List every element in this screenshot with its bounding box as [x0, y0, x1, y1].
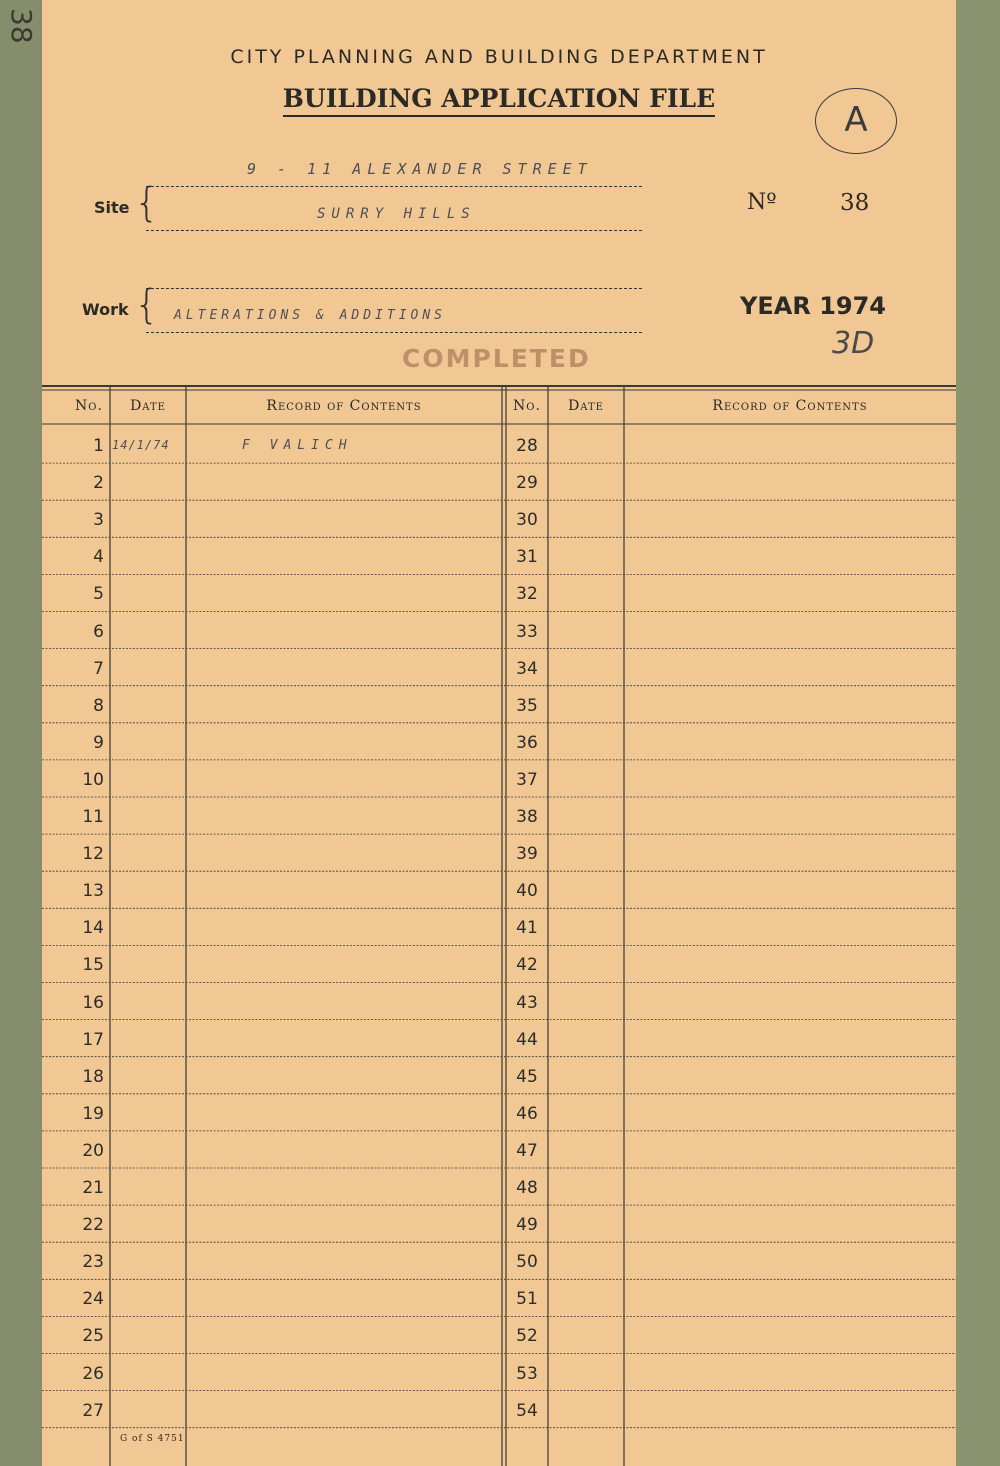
row-number: 18	[82, 1066, 104, 1087]
row-number: 3	[93, 510, 104, 531]
department-heading: CITY PLANNING AND BUILDING DEPARTMENT	[230, 46, 768, 68]
work-brace: {	[134, 282, 160, 328]
row-number: 8	[93, 695, 104, 716]
row-record: F VALICH	[242, 438, 353, 453]
row-number: 23	[82, 1252, 104, 1273]
year-note: 3D	[832, 326, 875, 361]
register-table-grid	[42, 0, 956, 1466]
row-number: 13	[82, 881, 104, 902]
row-number: 4	[93, 547, 104, 568]
row-number: 2	[93, 473, 104, 494]
year-label-text: YEAR	[740, 292, 811, 320]
year-value: 1974	[819, 292, 886, 320]
row-number: 45	[516, 1066, 538, 1087]
row-number: 20	[82, 1140, 104, 1161]
row-number: 51	[516, 1289, 538, 1310]
row-number: 43	[516, 992, 538, 1013]
row-number: 41	[516, 918, 538, 939]
row-number: 52	[516, 1326, 538, 1347]
row-number: 36	[516, 732, 538, 753]
row-number: 53	[516, 1363, 538, 1384]
row-number: 10	[82, 769, 104, 790]
row-number: 16	[82, 992, 104, 1013]
row-number: 12	[82, 844, 104, 865]
row-number: 29	[516, 473, 538, 494]
file-title-text: BUILDING APPLICATION FILE	[283, 84, 715, 117]
file-number-value: 38	[840, 190, 870, 216]
row-number: 50	[516, 1252, 538, 1273]
row-number: 46	[516, 1103, 538, 1124]
site-label: Site	[94, 198, 130, 217]
binding-spine	[0, 0, 42, 1466]
circled-letter: A	[844, 100, 868, 140]
printer-mark: G of S 4751	[120, 1434, 185, 1444]
site-brace: {	[134, 180, 160, 226]
row-date: 14/1/74	[112, 438, 170, 452]
row-number: 54	[516, 1400, 538, 1421]
file-number-label: Nº	[747, 190, 777, 215]
col-header-no-right: No.	[513, 398, 541, 414]
row-number: 6	[93, 621, 104, 642]
row-number: 42	[516, 955, 538, 976]
row-number: 33	[516, 621, 538, 642]
row-number: 15	[82, 955, 104, 976]
col-header-no-left: No.	[75, 398, 103, 414]
col-header-date-left: Date	[130, 398, 166, 414]
row-number: 25	[82, 1326, 104, 1347]
row-number: 19	[82, 1103, 104, 1124]
row-number: 38	[516, 807, 538, 827]
row-number: 7	[93, 658, 104, 679]
col-header-date-right: Date	[568, 398, 604, 414]
row-number: 17	[82, 1029, 104, 1050]
row-number: 27	[82, 1400, 104, 1421]
row-number: 39	[516, 844, 538, 865]
row-number: 48	[516, 1178, 538, 1198]
row-number: 37	[516, 769, 538, 790]
row-number: 14	[82, 918, 104, 939]
row-number: 31	[516, 547, 538, 568]
work-label: Work	[82, 300, 129, 319]
row-number: 35	[516, 695, 538, 716]
site-line-2: SURRY HILLS	[317, 206, 476, 222]
spine-number: 38	[5, 8, 38, 44]
row-number: 26	[82, 1363, 104, 1384]
row-number: 34	[516, 658, 538, 679]
completed-stamp: COMPLETED	[402, 344, 591, 373]
site-line-1: 9 - 11 ALEXANDER STREET	[247, 160, 593, 178]
row-number: 5	[93, 584, 104, 605]
row-number: 47	[516, 1140, 538, 1161]
work-description: ALTERATIONS & ADDITIONS	[174, 308, 447, 323]
row-number: 11	[82, 807, 104, 827]
row-number: 44	[516, 1029, 538, 1050]
file-cover	[42, 0, 956, 1466]
col-header-record-right: Record of Contents	[712, 398, 868, 414]
row-number: 1	[93, 436, 104, 456]
row-number: 24	[82, 1289, 104, 1310]
row-number: 22	[82, 1215, 104, 1236]
row-number: 49	[516, 1215, 538, 1236]
row-number: 30	[516, 510, 538, 531]
col-header-record-left: Record of Contents	[266, 398, 422, 414]
row-number: 21	[82, 1178, 104, 1198]
row-number: 40	[516, 881, 538, 902]
binding-edge	[956, 0, 1000, 1466]
row-number: 9	[93, 732, 104, 753]
row-number: 32	[516, 584, 538, 605]
row-number: 28	[516, 436, 538, 456]
